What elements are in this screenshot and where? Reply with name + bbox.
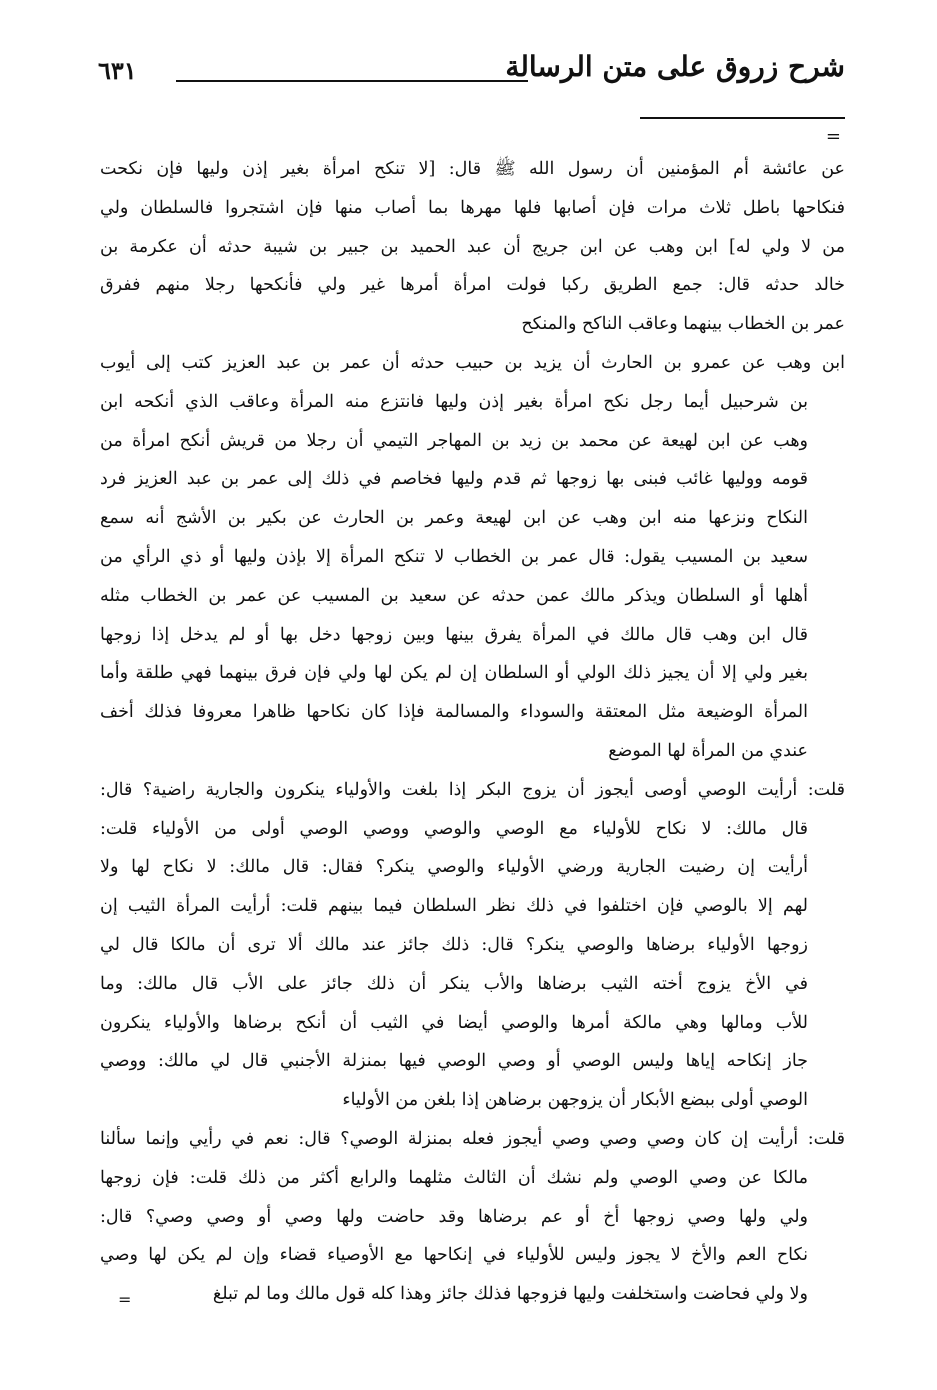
paragraph <box>100 344 845 771</box>
page-number: ٦٣١ <box>98 56 137 85</box>
text-line: للأب ومالها وهي مالكة أمرها والوصي أيضا في الثيب أن أنكح برضاها والأولياء ينكرون <box>100 1012 808 1033</box>
text-line: من لا ولي له] ابن وهب عن ابن جريج أن عبد الحميد بن جبير بن شيبة حدثه أن عكرمة بن <box>100 236 845 257</box>
text-line: أرأيت إن رضيت الجارية ورضي الأولياء والوصي ينكر؟ فقال: قال مالك: لا نكاح لها ولا <box>100 857 808 878</box>
text-line: وهب عن ابن لهيعة عن محمد بن زيد بن المهاجر التيمي أن رجلا من قريش أنكح امرأة من <box>100 430 808 451</box>
text-line: عندي من المرأة لها الموضع <box>608 740 808 761</box>
continuation-mark: = <box>825 126 841 147</box>
text-line: بغير ولي إلا أن يجيز ذلك الولي أو السلطان إن لم يكن لها ولي فإن فرق بينهما فهي طلقة وأما <box>100 663 808 684</box>
title-underline <box>640 117 845 119</box>
text-line: مالكا عن وصي الوصي ولم نشك أن الثالث مثلهما والرابع أكثر من ذلك قلت: فإن زوجها <box>100 1167 808 1188</box>
text-line: عن عائشة أم المؤمنين أن رسول الله ﷺ قال: [لا تنكح امرأة بغير إذن وليها فإن نكحت <box>100 159 845 179</box>
page-end-mark: = <box>118 1290 132 1309</box>
header-rule <box>176 80 528 82</box>
paragraph <box>100 150 845 344</box>
text-line: الوصي أولى ببضع الأبكار أن يزوجهن برضاهن إذا بلغن من الأولياء <box>342 1090 808 1111</box>
paragraph <box>100 771 845 1120</box>
text-line: النكاح ونزعها منه ابن وهب عن ابن لهيعة وعمر بن الحارث عن بكير بن الأشج أنه سمع <box>100 508 808 529</box>
text-line: قلت: أرأيت إن كان وصي وصي وصي أيجوز فعله بمنزلة الوصي؟ قال: نعم في رأيي وإنما سألنا <box>100 1128 845 1149</box>
body-text <box>100 150 845 1314</box>
text-line: زوجها الأولياء برضاها والوصي ينكر؟ قال: ذلك جائز عند مالك ألا ترى أن مالكا قال لي <box>100 934 808 955</box>
text-line: قال مالك: لا نكاح للأولياء مع الوصي والوصي ووصي الوصي أولى من الأولياء قلت: <box>100 818 808 839</box>
text-line: أهلها أو السلطان ويذكر مالك عمن حدثه عن سعيد بن المسيب عن عمر بن الخطاب مثله <box>100 585 808 606</box>
text-line: عمر بن الخطاب بينهما وعاقب الناكح والمنكح <box>521 314 845 335</box>
text-line: قلت: أرأيت الوصي أوصى أيجوز أن يزوج البكر إذا بلغت والأولياء ينكرون والجارية راضية؟ قال: <box>100 779 845 800</box>
text-line: بن شرحبيل أيما رجل نكح امرأة بغير إذن وليها فانتزع منه المرأة وعاقب الذي أنكحه ابن <box>100 391 808 412</box>
text-line: المرأة الوضيعة مثل المعتقة والسوداء والمسالمة فإذا كان نكاحها ظاهرا معروفا فذلك أخف <box>100 702 808 723</box>
text-line: جاز إنكاحه إياها وليس الوصي أو وصي الوصي فيها بمنزلة الأجنبي قال لي مالك: ووصي <box>100 1051 808 1072</box>
text-line: قال ابن وهب قال مالك في المرأة يفرق بينها وبين زوجها دخل بها أو لم يدخل إذا زوجها <box>100 624 808 645</box>
text-line: ابن وهب عن عمرو بن الحارث أن يزيد بن حبيب حدثه أن عمر بن عبد العزيز كتب إلى أيوب <box>100 352 845 373</box>
book-title: شرح زروق على متن الرسالة <box>505 50 845 83</box>
text-line: فنكاحها باطل ثلاث مرات فإن أصابها فلها مهرها بما أصاب منها فإن اشتجروا فالسلطان ولي <box>100 197 845 218</box>
text-line: قومه ووليها غائب فبنى بها زوجها ثم قدم وليها فخاصم في ذلك إلى عمر بن عبد العزيز فرد <box>100 469 808 490</box>
text-line: ولي ولها وصي زوجها أخ أو عم برضاها وقد حاضت ولها وصي أو وصي وصي؟ قال: <box>100 1206 808 1227</box>
text-line: سعيد بن المسيب يقول: قال عمر بن الخطاب لا تنكح المرأة إلا بإذن وليها أو ذي الرأي من <box>100 546 808 567</box>
text-line: نكاح العم والأخ لا يجوز وليس للأولياء في إنكاحها مع الأوصياء قضاء وإن لم يكن لها وصي <box>100 1245 808 1266</box>
text-line: في الأخ يزوج أخته الثيب برضاها والأب ينكر أن ذلك جائز على الأب قال مالك: وما <box>100 973 808 994</box>
paragraph <box>100 1120 845 1314</box>
text-line: خالد حدثه قال: جمع الطريق ركبا فولت امرأة أمرها غير ولي فأنكحها رجلا منهم ففرق <box>100 275 845 296</box>
text-line: ولا ولي فحاضت واستخلفت وليها فزوجها فذلك جائز وهذا كله قول مالك وما لم تبلغ <box>212 1284 808 1305</box>
page-header <box>98 50 845 106</box>
text-line: لهم إلا بالوصي فإن اختلفوا في ذلك نظر السلطان فيما بينهم قلت: أرأيت المرأة الثيب إن <box>100 896 808 917</box>
